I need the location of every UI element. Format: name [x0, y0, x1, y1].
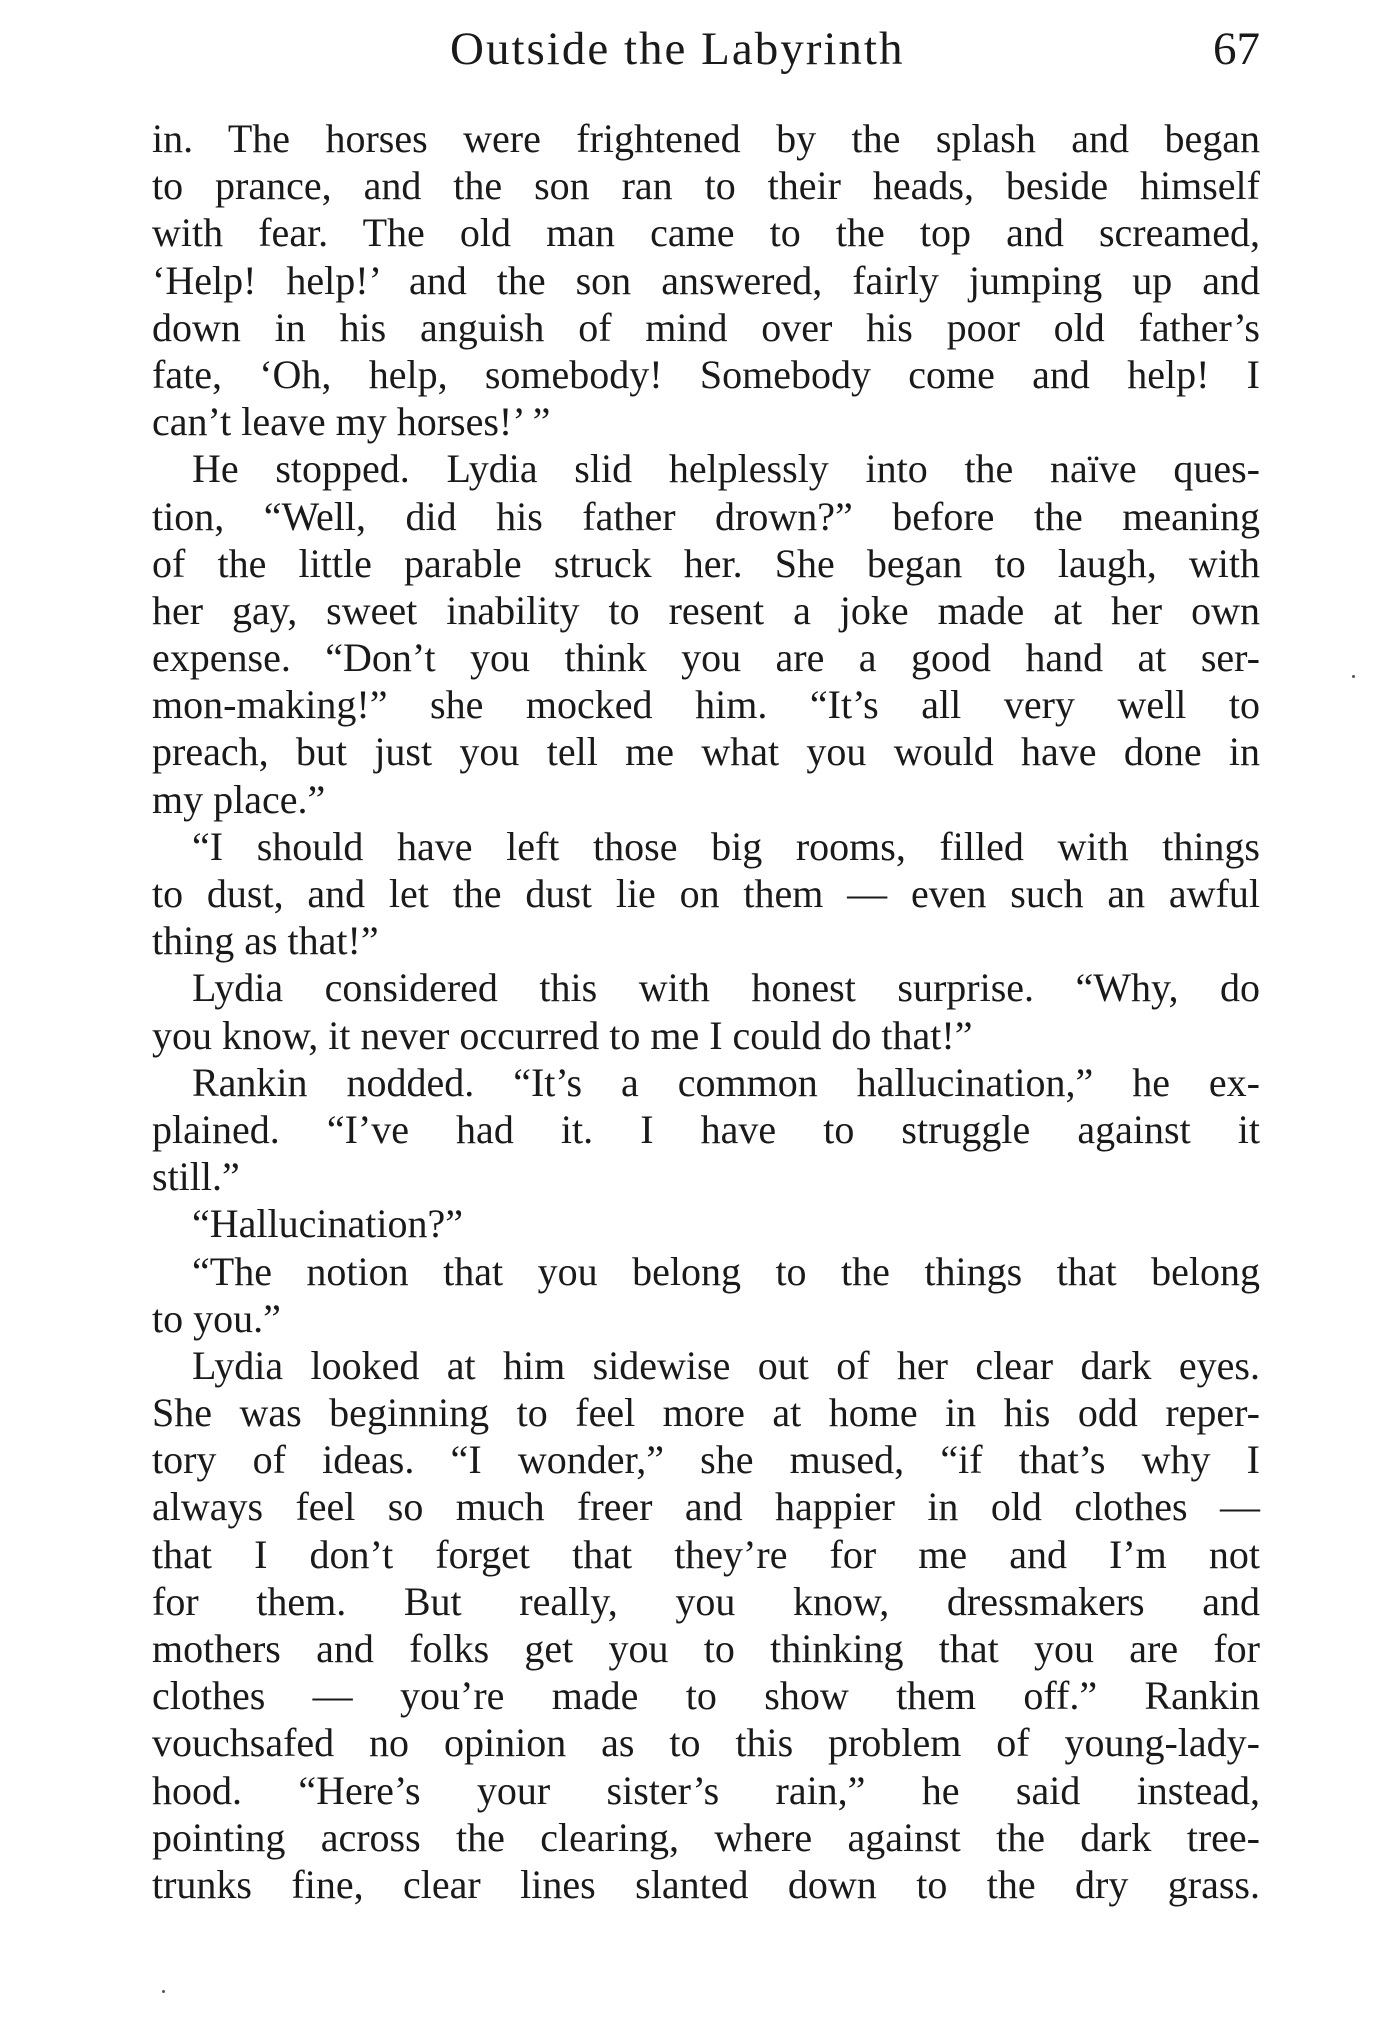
text-line: Lydia considered this with honest surprise. “Why, do	[192, 965, 1260, 1011]
text-line: clothes — you’re made to show them off.” Rankin	[152, 1673, 1260, 1719]
text-line: He stopped. Lydia slid helplessly into the naïve ques-	[192, 446, 1260, 492]
text-line: “Hallucination?”	[192, 1201, 463, 1247]
text-line: Rankin nodded. “It’s a common hallucination,” he ex-	[192, 1059, 1260, 1105]
text-line: to prance, and the son ran to their heads, beside himself	[152, 163, 1260, 209]
text-line: fate, ‘Oh, help, somebody! Somebody come and help! I	[152, 351, 1260, 397]
text-line: pointing across the clearing, where against the dark tree-	[152, 1814, 1260, 1860]
text-line: in. The horses were frightened by the splash and began	[152, 116, 1260, 161]
text-line: “I should have left those big rooms, filled with things	[192, 823, 1260, 869]
running-head-title: Outside the Labyrinth	[450, 23, 905, 75]
text-line: with fear. The old man came to the top and screamed,	[152, 210, 1260, 256]
text-line: you know, it never occurred to me I could do that!”	[152, 1012, 973, 1058]
text-line: mon-making!” she mocked him. “It’s all very well to	[152, 682, 1260, 728]
text-line: plained. “I’ve had it. I have to struggle against it	[152, 1106, 1260, 1152]
text-line: always feel so much freer and happier in old clothes —	[152, 1484, 1260, 1530]
text-line: mothers and folks get you to thinking that you are for	[152, 1626, 1260, 1671]
page-speck	[1352, 675, 1355, 678]
page-speck	[162, 1990, 165, 1993]
text-line: She was beginning to feel more at home in his odd reper-	[152, 1390, 1260, 1436]
text-line: “The notion that you belong to the things that belong	[192, 1248, 1260, 1294]
text-line: tion, “Well, did his father drown?” before the meaning	[152, 493, 1260, 539]
text-line: that I don’t forget that they’re for me and I’m not	[152, 1531, 1260, 1577]
text-line: her gay, sweet inability to resent a joke made at her own	[152, 587, 1260, 633]
text-line: still.”	[152, 1154, 240, 1200]
text-line: hood. “Here’s your sister’s rain,” he said instead,	[152, 1767, 1260, 1813]
text-line: expense. “Don’t you think you are a good hand at ser-	[152, 635, 1260, 681]
text-line: thing as that!”	[152, 918, 379, 964]
text-line: tory of ideas. “I wonder,” she mused, “if that’s why I	[152, 1437, 1260, 1483]
text-line: for them. But really, you know, dressmakers and	[152, 1578, 1260, 1624]
text-line: Lydia looked at him sidewise out of her clear dark eyes.	[192, 1342, 1260, 1388]
text-line: ‘Help! help!’ and the son answered, fairly jumping up and	[152, 257, 1260, 303]
text-line: to you.”	[152, 1295, 281, 1341]
text-line: down in his anguish of mind over his poor old father’s	[152, 304, 1260, 350]
body-text	[152, 115, 1260, 1908]
text-line: trunks fine, clear lines slanted down to the dry grass.	[152, 1861, 1260, 1907]
text-line: to dust, and let the dust lie on them — even such an awful	[152, 871, 1260, 916]
page-number: 67	[1213, 23, 1260, 75]
text-line: vouchsafed no opinion as to this problem of young-lady-	[152, 1720, 1260, 1766]
text-line: can’t leave my horses!’ ”	[152, 399, 551, 445]
running-head	[150, 22, 1260, 82]
text-line: preach, but just you tell me what you would have done in	[152, 729, 1260, 775]
text-line: of the little parable struck her. She began to laugh, with	[152, 540, 1260, 586]
text-line: my place.”	[152, 776, 326, 822]
